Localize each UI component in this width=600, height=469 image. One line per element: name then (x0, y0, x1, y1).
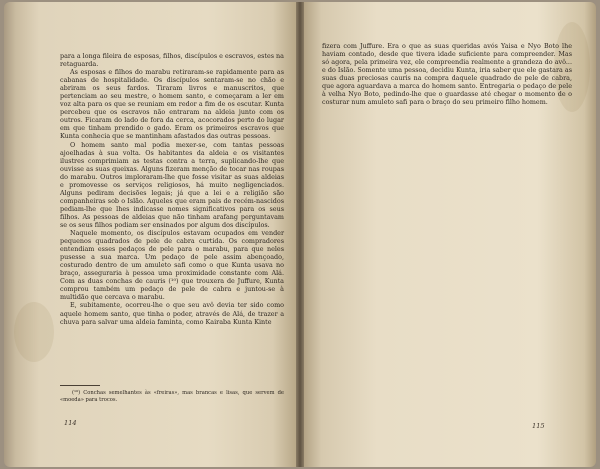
paragraph: E, subitamente, ocorreu-lhe o que seu avô devia ter sido como aquele homem santo, que tinha o poder, através de Alá, de trazer a chuva para salvar uma aldeia faminta, como Kairaba Kunta Kinte (60, 301, 284, 326)
footnote-divider (60, 385, 100, 386)
book-gutter (296, 2, 304, 467)
paper-stain (14, 302, 54, 362)
paragraph: Naquele momento, os discípulos estavam ocupados em vender pequenos quadrados de pele de cabra curtida. Os compradores entendiam esses pedaços de pele para o marabu, para que neles pusesse a sua marca. Um pedaço de pele assim abençoado, costurado dentro de um amuleto safi como o que Kunta usava no braço, asseguraria à pessoa uma proximidade constante com Alá. Com as duas conchas de cauris (¹⁰) que trouxera de Juffure, Kunta comprou também um pedaço de pele de cabra e juntou-se à multidão que cercava o marabu. (60, 229, 284, 302)
open-book (4, 2, 596, 467)
paragraph: As esposas e filhos do marabu retiraram-se rapidamente para as cabanas de hospitalidade. Os discípulos sentaram-se no chão e abriram os seus fardos. Tiraram livros e manuscritos, que pertenciam ao seu mestre, o homem santo, e começaram a ler em voz alta para os que se reuniam em redor a fim de os escutar. Kunta percebeu que os escravos não entraram na aldeia junto com os outros. Ficaram do lado de fora da cerca, acocorados perto do lugar em que tinham prendido o gado. Eram os primeiros escravos que Kunta conhecia que se mantinham afastados das outras pessoas. (60, 68, 284, 141)
page-number-left: 114 (64, 419, 77, 427)
paragraph: para a longa fileira de esposas, filhos, discípulos e escravos, estes na retaguarda. (60, 52, 284, 69)
paragraph: O homem santo mal podia mexer-se, com tantas pessoas ajoelhadas à sua volta. Os habitantes da aldeia e os visitantes ilustres comprimiam as testas contra a terra, suplicando-lhe que ouvisse as suas queixas. Alguns fizeram menção de tocar nas roupas do marabu. Outros imploraram-lhe que fosse visitar as suas aldeias e promovesse os serviços religiosos, há muito negligenciados. Alguns pediram decisões legais; já que a lei e a religião são companheiras sob o Islão. Aqueles que eram pais de recém-nascidos pediam-lhe que lhes indicasse nomes significativos para os seus filhos. As pessoas de aldeias que não tinham arafang perguntavam se os seus filhos podiam ser ensinados por algum dos discípulos. (60, 140, 284, 229)
left-page (4, 2, 296, 467)
right-page (304, 2, 596, 467)
paragraph: fizera com Juffure. Era o que as suas queridas avós Yaisa e Nyo Boto lhe haviam contado, desde que tivera idade suficiente para compreender. Mas só agora, pela primeira vez, ele compreendia realmente a grandeza do avô... e do Islão. Somente uma pessoa, decidiu Kunta, iria saber que ele gastara as suas duas preciosas cauris na compra daquele quadrado de pele de cabra, que agora aguardava a marca do homem santo. Entregaria o pedaço de pele à velha Nyo Boto, pedindo-lhe que o guardasse até chegar o momento de o costurar num amuleto safi para o braço do seu primeiro filho homem. (322, 42, 572, 107)
page-number-right: 115 (532, 422, 545, 430)
footnote: (¹⁰) Conchas semelhantes às «freiras», mas brancas e lisas, que servem de «moeda» para trocos. (60, 390, 284, 403)
right-page-body (322, 42, 572, 106)
left-page-body (60, 52, 284, 326)
